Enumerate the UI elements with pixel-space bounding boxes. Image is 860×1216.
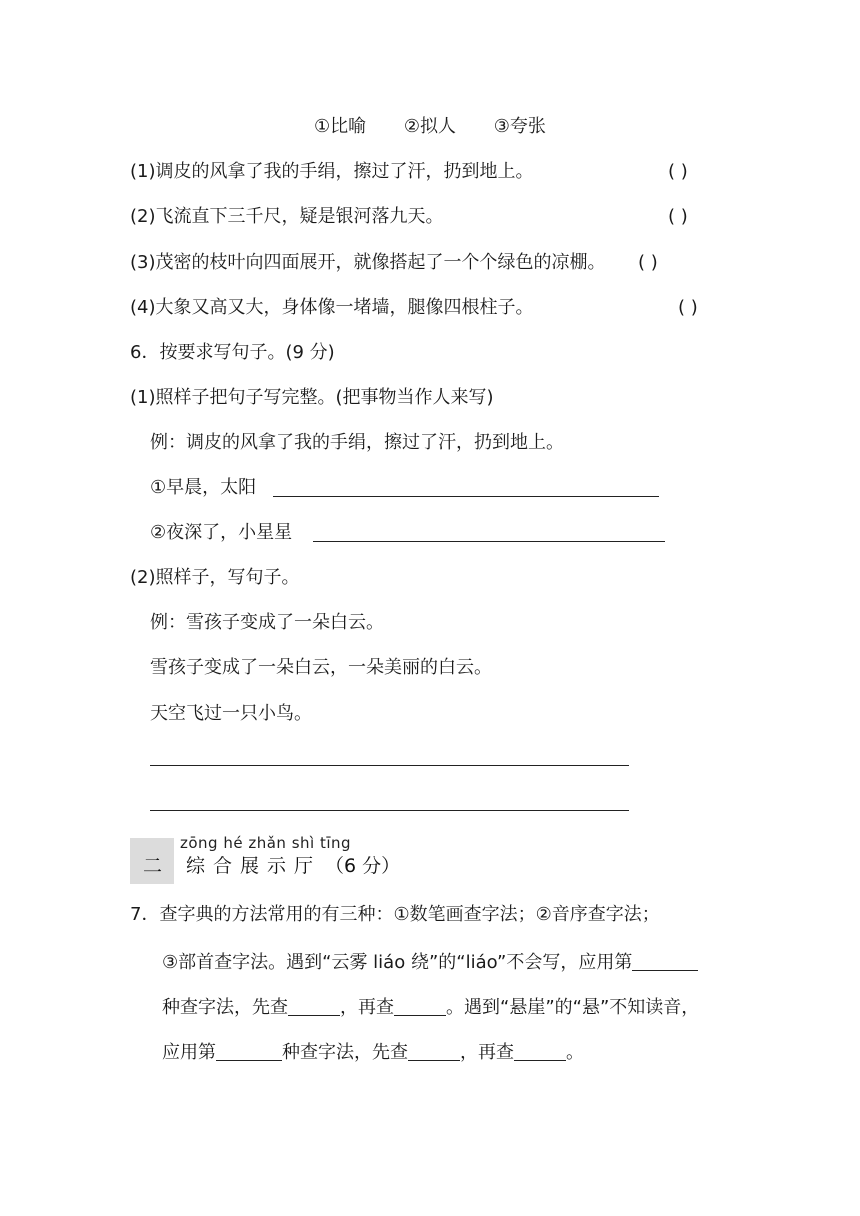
q6-part2-example: 例：雪孩子变成了一朵白云。 [150, 612, 384, 633]
q7-blank-first-lookup-1[interactable] [288, 997, 340, 1016]
section-title-text: 综合展示厅 [186, 855, 322, 877]
q7-line-2-text: ③部首查字法。遇到“云雾 liáo 绕”的“liáo”不会写，应用第 [162, 952, 633, 973]
q7-line-4-text-b: 种查字法，先查 [282, 1042, 408, 1063]
q6-part1-item-1: ①早晨，太阳 [150, 477, 257, 498]
q7-line-3 [162, 997, 699, 1017]
q6-part2-prompt: 天空飞过一只小鸟。 [150, 703, 312, 724]
q6-part1-example: 例：调皮的风拿了我的手绢，擦过了汗，扔到地上。 [150, 432, 564, 453]
option-hyperbole: ③夸张 [493, 116, 546, 137]
q6-part1-answer-line-1[interactable] [273, 496, 659, 497]
q7-blank-second-lookup-2[interactable] [514, 1042, 566, 1061]
q7-line-4-text-d: 。 [566, 1042, 584, 1063]
q6-part1-item-2: ②夜深了，小星星 [150, 522, 293, 543]
section-title [186, 857, 400, 876]
q7-blank-first-lookup-2[interactable] [408, 1042, 460, 1061]
q5-item-3: (3)茂密的枝叶向四面展开，就像搭起了一个个绿色的凉棚。 [130, 252, 606, 273]
option-personification: ②拟人 [403, 116, 457, 137]
section-pinyin: zōng hé zhǎn shì tīng [180, 834, 352, 852]
q5-answer-paren-3[interactable]: ( ) [638, 252, 658, 273]
q6-part1-instruction: (1)照样子把句子写完整。(把事物当作人来写) [130, 387, 494, 408]
figure-of-speech-options [0, 118, 860, 136]
q7-blank-method-2[interactable] [216, 1042, 282, 1061]
q5-item-1: (1)调皮的风拿了我的手绢，擦过了汗，扔到地上。 [130, 161, 534, 182]
q7-line-3-text-b: ，再查 [340, 997, 394, 1018]
q5-answer-paren-1[interactable]: ( ) [668, 161, 688, 182]
q7-line-1: 7．查字典的方法常用的有三种：①数笔画查字法；②音序查字法； [130, 904, 660, 925]
q6-part2-instruction: (2)照样子，写句子。 [130, 567, 300, 588]
q7-line-3-text-c: 。遇到“悬崖”的“悬”不知读音， [446, 997, 700, 1018]
q6-part2-answer-line-1[interactable] [150, 765, 629, 766]
q7-line-4 [162, 1042, 584, 1062]
q7-line-4-text-a: 应用第 [162, 1042, 216, 1063]
q5-item-2: (2)飞流直下三千尺，疑是银河落九天。 [130, 206, 444, 227]
q7-line-3-text-a: 种查字法，先查 [162, 997, 288, 1018]
q7-blank-method-1[interactable] [632, 952, 698, 971]
q5-answer-paren-4[interactable]: ( ) [678, 297, 698, 318]
q5-answer-paren-2[interactable]: ( ) [668, 206, 688, 227]
q6-part2-example-answer: 雪孩子变成了一朵白云，一朵美丽的白云。 [150, 657, 492, 678]
q7-line-2 [162, 952, 698, 972]
q6-part1-answer-line-2[interactable] [313, 541, 665, 542]
q7-blank-second-lookup-1[interactable] [394, 997, 446, 1016]
section-score: （6 分） [325, 855, 401, 877]
q5-item-4: (4)大象又高又大，身体像一堵墙，腿像四根柱子。 [130, 297, 534, 318]
option-simile: ①比喻 [314, 116, 367, 137]
q7-line-4-text-c: ，再查 [460, 1042, 514, 1063]
section-number: 二 [143, 855, 163, 877]
q6-part2-answer-line-2[interactable] [150, 810, 629, 811]
q6-title: 6．按要求写句子。(9 分) [130, 342, 335, 363]
